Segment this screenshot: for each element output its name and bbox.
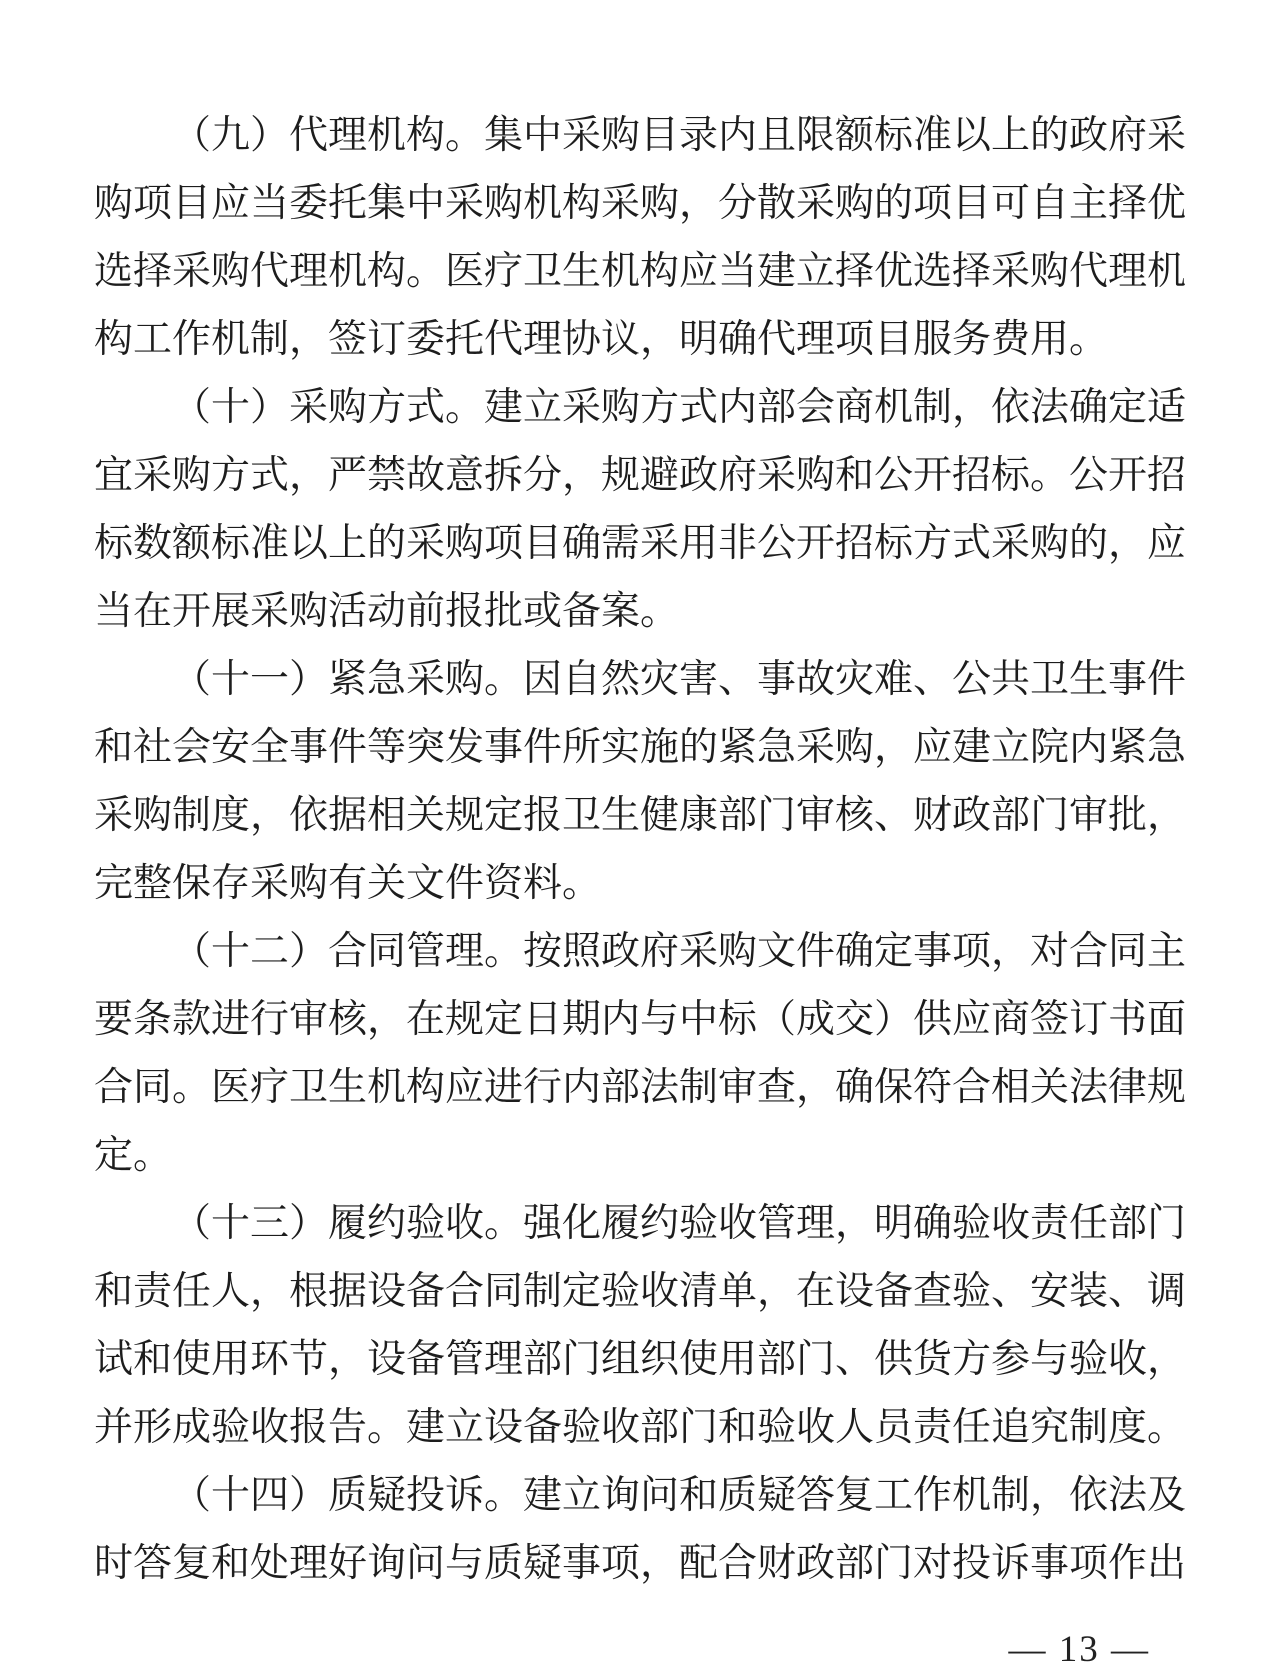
paragraph-12-line-2: 要条款进行审核，在规定日期内与中标（成交）供应商签订书面 xyxy=(94,998,1186,1041)
paragraph-10-line-4: 当在开展采购活动前报批或备案。 xyxy=(94,590,680,633)
paragraph-9-line-3: 选择采购代理机构。医疗卫生机构应当建立择优选择采购代理机 xyxy=(94,250,1186,293)
paragraph-11-line-4: 完整保存采购有关文件资料。 xyxy=(94,862,602,905)
page-number: — 13 — xyxy=(1008,1629,1150,1670)
paragraph-13-line-3: 试和使用环节，设备管理部门组织使用部门、供货方参与验收， xyxy=(94,1338,1186,1381)
paragraph-14-line-1: （十四）质疑投诉。建立询问和质疑答复工作机制，依法及 xyxy=(172,1474,1186,1517)
paragraph-9-line-2: 购项目应当委托集中采购机构采购，分散采购的项目可自主择优 xyxy=(94,182,1186,225)
paragraph-13-line-4: 并形成验收报告。建立设备验收部门和验收人员责任追究制度。 xyxy=(94,1406,1186,1449)
paragraph-9-line-4: 构工作机制，签订委托代理协议，明确代理项目服务费用。 xyxy=(94,318,1109,361)
paragraph-13-line-2: 和责任人，根据设备合同制定验收清单，在设备查验、安装、调 xyxy=(94,1270,1186,1313)
paragraph-11-line-2: 和社会安全事件等突发事件所实施的紧急采购，应建立院内紧急 xyxy=(94,726,1186,769)
paragraph-10-line-1: （十）采购方式。建立采购方式内部会商机制，依法确定适 xyxy=(172,386,1186,429)
paragraph-9-line-1: （九）代理机构。集中采购目录内且限额标准以上的政府采 xyxy=(172,114,1186,157)
paragraph-10-line-3: 标数额标准以上的采购项目确需采用非公开招标方式采购的，应 xyxy=(94,522,1186,565)
paragraph-10-line-2: 宜采购方式，严禁故意拆分，规避政府采购和公开招标。公开招 xyxy=(94,454,1186,497)
paragraph-11-line-1: （十一）紧急采购。因自然灾害、事故灾难、公共卫生事件 xyxy=(172,658,1186,701)
paragraph-12-line-4: 定。 xyxy=(94,1134,173,1177)
paragraph-11-line-3: 采购制度，依据相关规定报卫生健康部门审核、财政部门审批， xyxy=(94,794,1186,837)
document-body xyxy=(94,102,1186,1598)
paragraph-12-line-3: 合同。医疗卫生机构应进行内部法制审查，确保符合相关法律规 xyxy=(94,1066,1186,1109)
paragraph-12-line-1: （十二）合同管理。按照政府采购文件确定事项，对合同主 xyxy=(172,930,1186,973)
paragraph-14-line-2: 时答复和处理好询问与质疑事项，配合财政部门对投诉事项作出 xyxy=(94,1542,1186,1585)
paragraph-13-line-1: （十三）履约验收。强化履约验收管理，明确验收责任部门 xyxy=(172,1202,1186,1245)
